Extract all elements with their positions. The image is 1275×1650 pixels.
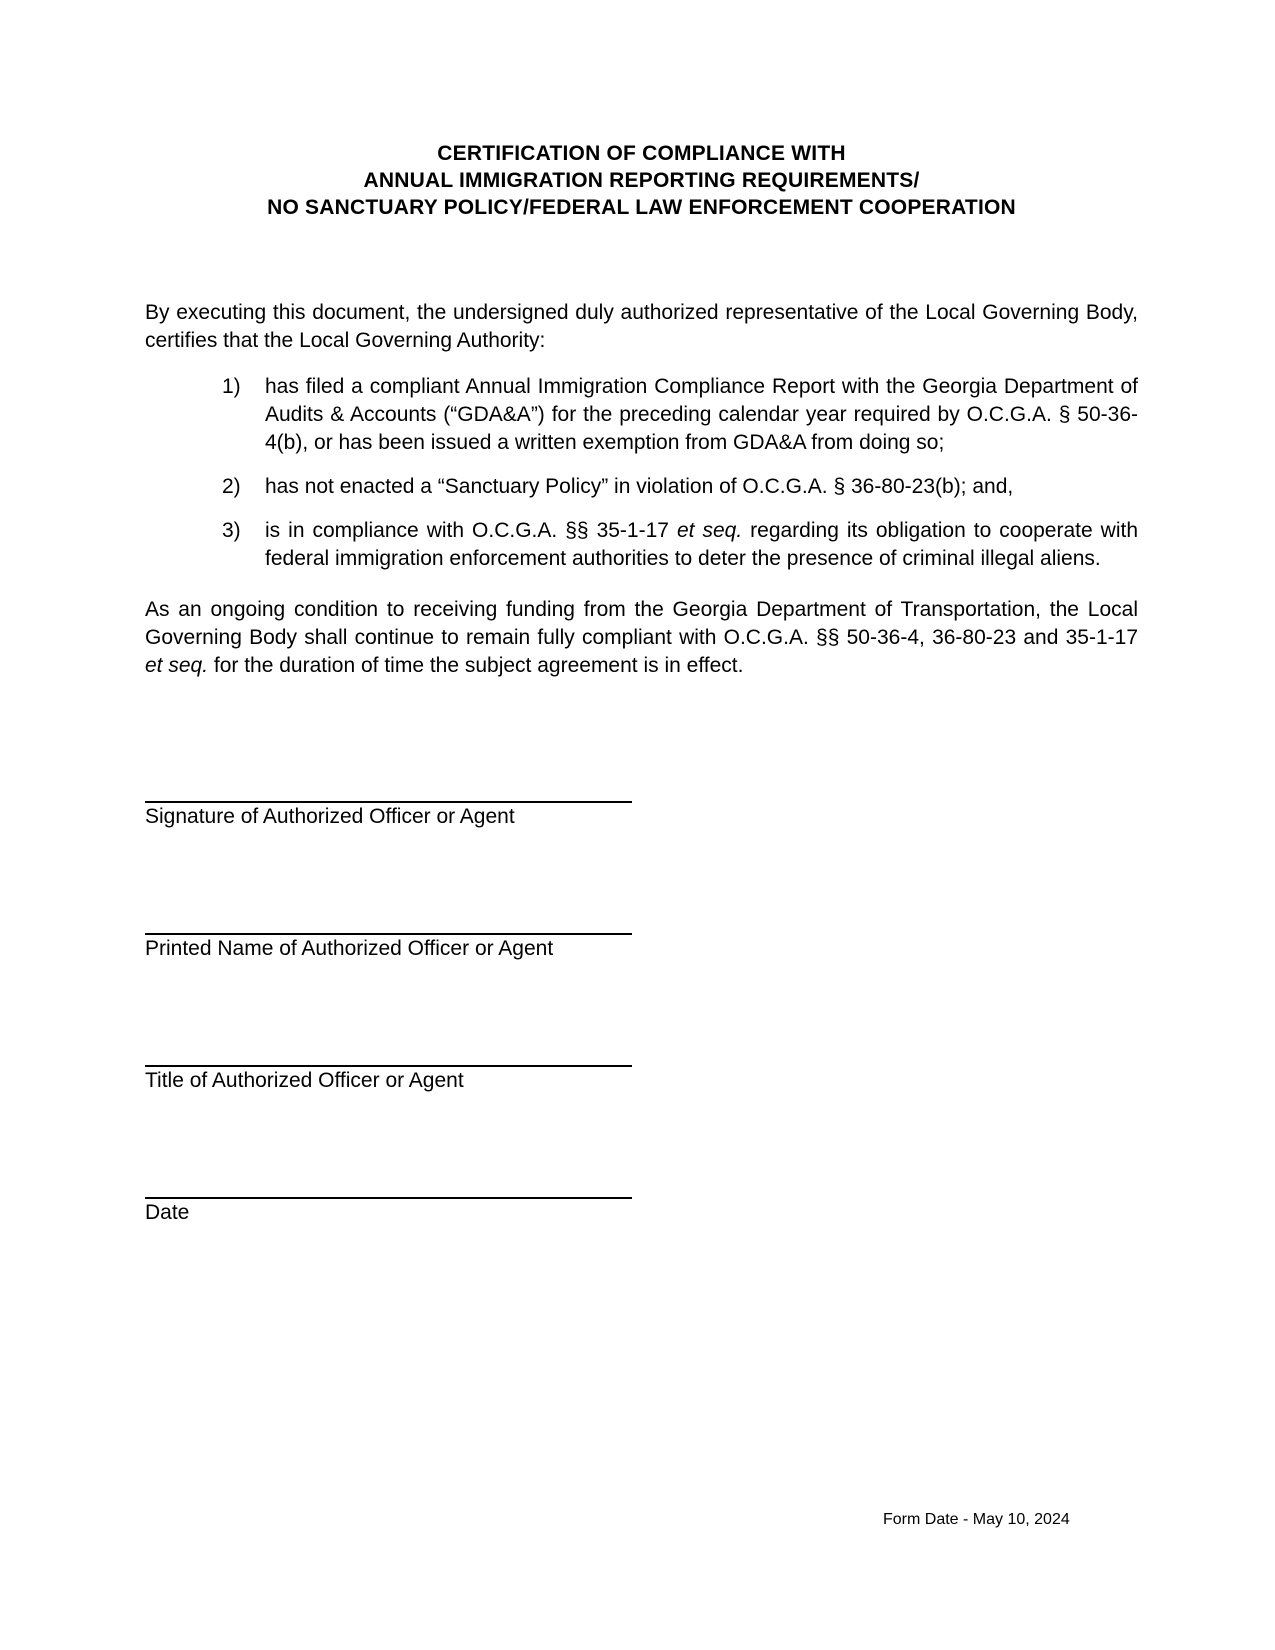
form-date: Form Date - May 10, 2024 <box>883 1511 1070 1528</box>
signature-section <box>145 801 1138 1227</box>
title-line-3: NO SANCTUARY POLICY/FEDERAL LAW ENFORCEMENT COOPERATION <box>267 196 1016 219</box>
closing-paragraph <box>145 596 1138 680</box>
signature-field-printed-name <box>145 933 1138 963</box>
item-3-latin-phrase: et seq. <box>676 519 743 542</box>
item-1-number: 1) <box>222 375 241 398</box>
title-line-1: CERTIFICATION OF COMPLIANCE WITH <box>437 142 846 165</box>
signature-field-date <box>145 1197 1138 1227</box>
title-label: Title of Authorized Officer or Agent <box>145 1069 464 1092</box>
list-item-3 <box>222 517 1138 573</box>
date-label: Date <box>145 1201 190 1224</box>
list-item-1 <box>222 373 1138 457</box>
closing-text-end: for the duration of time the subject agreement is in effect. <box>208 654 744 677</box>
closing-text-start: As an ongoing condition to receiving funding from the Georgia Department of Transportation, the Local Governing Body shall continue to remain fully compliant with O.C.G.A. §§ 50-36-4, 36-80-23 and 35-1-17 <box>145 598 1138 649</box>
item-2-text: has not enacted a “Sanctuary Policy” in violation of O.C.G.A. § 36-80-23(b); and, <box>265 475 1014 498</box>
item-3-text-end: regarding its obligation to cooperate with federal immigration enforcement authorities to deter the presence of criminal illegal aliens. <box>265 519 1139 570</box>
document-title <box>145 140 1138 221</box>
signature-field-signature <box>145 801 1138 831</box>
printed-name-label: Printed Name of Authorized Officer or Agent <box>145 937 554 960</box>
item-3-text <box>265 517 1138 573</box>
list-item-2 <box>222 473 1138 501</box>
item-2-number: 2) <box>222 475 241 498</box>
signature-label: Signature of Authorized Officer or Agent <box>145 805 515 828</box>
item-3-text-start: is in compliance with O.C.G.A. §§ 35-1-17 <box>265 519 677 542</box>
title-line-2: ANNUAL IMMIGRATION REPORTING REQUIREMENTS/ <box>363 169 920 192</box>
intro-paragraph: By executing this document, the undersigned duly authorized representative of the Local Governing Body, certifies that the Local Governing Authority: <box>145 301 1138 352</box>
closing-latin-phrase: et seq. <box>145 654 209 677</box>
item-3-number: 3) <box>222 519 241 542</box>
item-1-text: has filed a compliant Annual Immigration Compliance Report with the Georgia Department of Audits & Accounts (“GDA&A”) for the preceding calendar year required by O.C.G.A. § 50-36-4(b), or has been issued a written exemption from GDA&A from doing so; <box>265 375 1138 454</box>
compliance-list <box>145 373 1138 573</box>
signature-field-title <box>145 1065 1138 1095</box>
